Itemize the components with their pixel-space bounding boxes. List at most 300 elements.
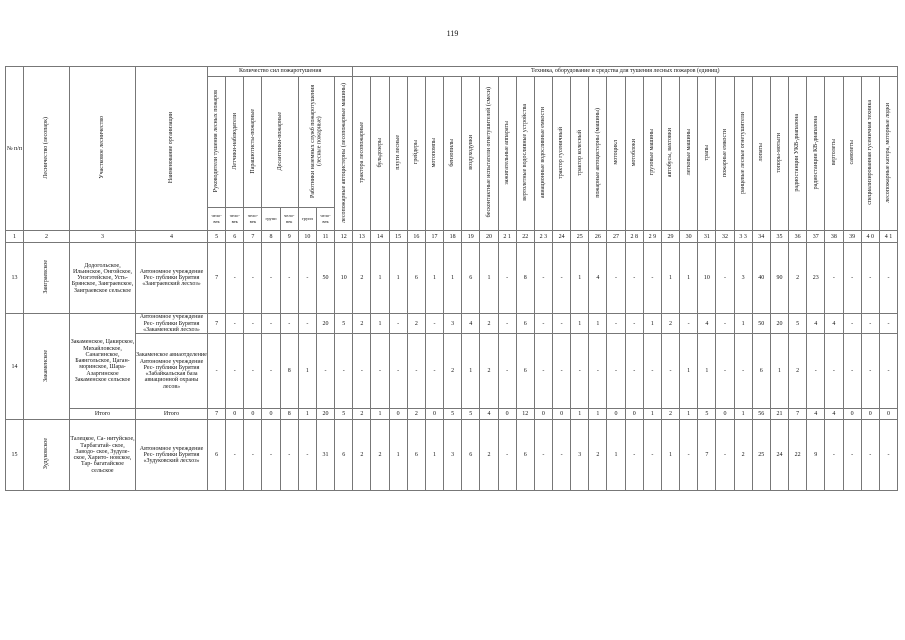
row-number (6, 420, 24, 491)
table-row (6, 243, 898, 314)
header-district-text: Участковое лесничество (99, 116, 106, 179)
value-cell-text: - (542, 275, 545, 282)
value-cell (534, 409, 552, 420)
value-cell (770, 409, 788, 420)
column-number-text: 11 (322, 233, 329, 240)
value-cell (680, 243, 698, 314)
value-cell (589, 334, 607, 409)
value-cell (244, 243, 262, 314)
header-force-col (335, 77, 353, 231)
column-number-text: 16 (413, 233, 420, 240)
value-cell-text: - (560, 275, 563, 282)
value-cell (589, 409, 607, 420)
value-cell (825, 334, 843, 409)
value-cell (226, 243, 244, 314)
value-cell-text: - (633, 275, 636, 282)
value-cell (480, 409, 498, 420)
value-cell-text: 1 (705, 368, 709, 375)
value-cell-text: 1 (378, 320, 382, 327)
header-equipment-col (407, 77, 425, 231)
header-force-col (262, 77, 298, 208)
value-cell (698, 314, 716, 334)
value-cell (643, 420, 661, 491)
value-cell-text: - (851, 275, 854, 282)
header-equipment-col (643, 77, 661, 231)
value-cell-text: 1 (687, 275, 691, 282)
value-cell-text: - (851, 368, 854, 375)
value-cell (571, 334, 589, 409)
value-cell-text: - (742, 368, 745, 375)
value-cell (734, 409, 752, 420)
header-sub (316, 208, 334, 231)
column-number (825, 231, 843, 243)
value-cell (226, 334, 244, 409)
value-cell-text: - (887, 320, 890, 327)
column-number (553, 231, 571, 243)
value-cell (371, 409, 389, 420)
value-cell (498, 314, 516, 334)
value-cell-text: - (832, 452, 835, 459)
value-cell-text: - (542, 368, 545, 375)
header-equipment-col-text: пожарные емкости (721, 128, 728, 177)
org-cell (136, 314, 208, 334)
value-cell (789, 409, 807, 420)
value-cell-text: 2 (487, 452, 491, 459)
column-number (371, 231, 389, 243)
value-cell-text: 1 (596, 411, 600, 418)
header-sub-text: чело- век (247, 213, 259, 225)
value-cell-text: 8 (287, 411, 291, 418)
value-cell-text: 20 (322, 320, 329, 327)
value-cell (861, 243, 879, 314)
header-equipment-col (353, 77, 371, 231)
value-cell-text: 4 (705, 320, 709, 327)
header-equipment-col-text: радиостанции УКВ-диапазона (794, 113, 801, 192)
value-cell (407, 409, 425, 420)
header-sub (244, 208, 262, 231)
value-cell (262, 420, 280, 491)
column-number-text: 13 (358, 233, 365, 240)
value-cell (425, 243, 443, 314)
column-number-text: 36 (794, 233, 801, 240)
column-number (6, 231, 24, 243)
value-cell (226, 420, 244, 491)
value-cell (843, 409, 861, 420)
value-cell-text: 10 (703, 275, 710, 282)
value-cell (789, 334, 807, 409)
value-cell (716, 314, 734, 334)
value-cell-text: 24 (776, 452, 783, 459)
value-cell (244, 334, 262, 409)
value-cell-text: - (397, 368, 400, 375)
value-cell-text: - (251, 368, 254, 375)
value-cell-text: 40 (758, 275, 765, 282)
column-number (516, 231, 534, 243)
value-cell (407, 334, 425, 409)
value-cell (444, 314, 462, 334)
column-number (571, 231, 589, 243)
value-cell (571, 409, 589, 420)
header-equipment-col (498, 77, 516, 231)
value-cell-text: - (669, 368, 672, 375)
column-number-text: 30 (685, 233, 692, 240)
column-number (298, 231, 316, 243)
value-cell-text: - (306, 275, 309, 282)
column-number-text: 7 (251, 233, 255, 240)
value-cell-text: 1 (777, 368, 781, 375)
header-sub (298, 208, 316, 231)
value-cell-text: 50 (758, 320, 765, 327)
value-cell (661, 243, 679, 314)
value-cell-text: 9 (814, 452, 818, 459)
value-cell-text: - (542, 452, 545, 459)
value-cell-text: 0 (560, 411, 564, 418)
value-cell (444, 420, 462, 491)
org-cell (136, 409, 208, 420)
header-equipment-col-text: трактора лесопожарные (358, 121, 365, 184)
value-cell-text: 2 (360, 275, 364, 282)
header-force-col-text: Работники наземных служб пожаротушения (лесные пожарные) (310, 84, 323, 198)
value-cell (244, 314, 262, 334)
value-cell (789, 314, 807, 334)
value-cell-text: 56 (758, 411, 765, 418)
header-org (136, 67, 208, 231)
header-equipment-col-text: пожарные автоцистерны (машины) (594, 107, 601, 198)
header-equipment-col-text: самолеты (848, 140, 855, 165)
header-equipment-group (353, 67, 898, 77)
value-cell (607, 314, 625, 334)
header-sub (226, 208, 244, 231)
header-equipment-col-text: лопаты (758, 143, 765, 162)
value-cell-text: - (651, 275, 654, 282)
column-number-text: 20 (485, 233, 492, 240)
column-number (136, 231, 208, 243)
header-equipment-col-text: бензопилы (449, 138, 456, 167)
header-equipment-group-text: Техника, оборудование и средства для тушения лесных пожаров (единиц) (530, 68, 720, 75)
column-number-text: 17 (431, 233, 438, 240)
value-cell (553, 409, 571, 420)
value-cell-text: - (887, 368, 890, 375)
column-number (316, 231, 334, 243)
column-number-text: 2 (45, 233, 48, 240)
value-cell (843, 420, 861, 491)
value-cell (553, 334, 571, 409)
header-equipment-col (462, 77, 480, 231)
value-cell-text: 2 (796, 368, 800, 375)
value-cell (861, 334, 879, 409)
value-cell (861, 409, 879, 420)
value-cell-text: - (633, 368, 636, 375)
value-cell (879, 420, 897, 491)
value-cell (444, 334, 462, 409)
column-number-text: 31 (703, 233, 710, 240)
column-number-text: 14 (377, 233, 384, 240)
header-equipment-col (770, 77, 788, 231)
value-cell-text: - (723, 452, 726, 459)
column-number-text: 2 3 (539, 233, 548, 240)
row-number-text: 15 (11, 452, 18, 459)
header-force-col (208, 77, 226, 208)
column-number (698, 231, 716, 243)
header-equipment-col-text: трактор гусеничный (558, 126, 565, 179)
value-cell (625, 314, 643, 334)
value-cell (825, 314, 843, 334)
value-cell (752, 314, 770, 334)
header-equipment-col-text: зажигательные аппараты (503, 120, 510, 185)
value-cell (480, 420, 498, 491)
value-cell-text: 1 (396, 275, 400, 282)
value-cell (571, 314, 589, 334)
value-cell-text: - (596, 368, 599, 375)
value-cell-text: 1 (669, 452, 673, 459)
district-cell-text: Итого (94, 411, 111, 418)
header-equipment-col-text: грейдеры (413, 140, 420, 165)
value-cell (462, 409, 480, 420)
header-equipment-col-text: мотоцикл (612, 140, 619, 165)
value-cell-text: - (542, 320, 545, 327)
value-cell-text: - (615, 368, 618, 375)
value-cell-text: 1 (305, 368, 309, 375)
value-cell-text: - (851, 320, 854, 327)
value-cell-text: 4 (596, 275, 600, 282)
value-cell-text: 1 (741, 320, 745, 327)
column-number (716, 231, 734, 243)
district-cell (70, 243, 136, 314)
header-equipment-col-text: бесконтактные испытатели огнетушителей (смеси) (485, 87, 492, 218)
value-cell-text: 7 (215, 320, 219, 327)
value-cell (571, 243, 589, 314)
column-number (879, 231, 897, 243)
value-cell-text: - (615, 275, 618, 282)
column-number (661, 231, 679, 243)
column-number (498, 231, 516, 243)
value-cell-text: 1 (305, 411, 309, 418)
column-number-text: 4 (170, 233, 173, 240)
value-cell (770, 314, 788, 334)
value-cell (825, 420, 843, 491)
value-cell-text: 7 (796, 411, 800, 418)
value-cell (280, 243, 298, 314)
value-cell (389, 334, 407, 409)
value-cell-text: 2 (414, 320, 418, 327)
header-district (70, 67, 136, 231)
header-equipment-col (698, 77, 716, 231)
value-cell (716, 334, 734, 409)
column-number (389, 231, 407, 243)
value-cell (825, 409, 843, 420)
value-cell (643, 409, 661, 420)
value-cell (516, 243, 534, 314)
header-equipment-col-text: лесопожарные катера, моторные лодки (885, 102, 892, 203)
value-cell (389, 420, 407, 491)
header-equipment-col (861, 77, 879, 231)
value-cell (534, 420, 552, 491)
value-cell-text: 10 (340, 275, 347, 282)
org-cell (136, 243, 208, 314)
header-sub-text: чело- век (229, 213, 240, 225)
value-cell-text: 4 (832, 320, 836, 327)
value-cell-text: - (633, 452, 636, 459)
column-number-text: 18 (449, 233, 456, 240)
header-equipment-col (444, 77, 462, 231)
value-cell (553, 243, 571, 314)
value-cell (680, 314, 698, 334)
header-forces-group (208, 67, 353, 77)
value-cell (371, 243, 389, 314)
value-cell (353, 334, 371, 409)
header-sub-text: чело- век (320, 213, 331, 225)
value-cell (335, 243, 353, 314)
value-cell (280, 314, 298, 334)
column-number-text: 4 1 (884, 233, 893, 240)
value-cell-text: 31 (322, 452, 329, 459)
header-equipment-col-text: ранцевые лесные огнетушители (739, 111, 746, 194)
header-row-groups (6, 67, 898, 77)
value-cell-text: 1 (378, 275, 382, 282)
value-cell-text: 6 (469, 275, 473, 282)
column-number (843, 231, 861, 243)
value-cell (244, 420, 262, 491)
value-cell-text: - (270, 275, 273, 282)
header-sub-text: групп (265, 216, 277, 222)
value-cell-text: 2 (741, 452, 745, 459)
value-cell-text: 6 (523, 452, 527, 459)
value-cell (879, 334, 897, 409)
value-cell-text: 1 (487, 275, 491, 282)
column-number (444, 231, 462, 243)
value-cell (480, 314, 498, 334)
value-cell (789, 243, 807, 314)
value-cell-text: 1 (596, 320, 600, 327)
value-cell-text: - (578, 368, 581, 375)
value-cell (661, 409, 679, 420)
value-cell (516, 420, 534, 491)
value-cell (425, 334, 443, 409)
value-cell (716, 420, 734, 491)
value-cell-text: 1 (687, 368, 691, 375)
value-cell (661, 334, 679, 409)
header-equipment-col-text: вертолетные водосливные устройства (522, 104, 529, 201)
value-cell-text: - (506, 275, 509, 282)
value-cell (335, 420, 353, 491)
column-number-text: 9 (287, 233, 291, 240)
value-cell-text: 0 (614, 411, 618, 418)
value-cell-text: - (251, 452, 254, 459)
value-cell-text: 6 (342, 452, 346, 459)
value-cell-text: - (288, 275, 291, 282)
column-number-text: 34 (758, 233, 765, 240)
value-cell (425, 314, 443, 334)
row-number (6, 243, 24, 314)
value-cell-text: 1 (396, 452, 400, 459)
value-cell (462, 334, 480, 409)
column-number (625, 231, 643, 243)
value-cell-text: 6 (759, 368, 763, 375)
value-cell-text: - (832, 368, 835, 375)
value-cell-text: 1 (741, 411, 745, 418)
value-cell (316, 334, 334, 409)
column-number (335, 231, 353, 243)
value-cell (280, 409, 298, 420)
value-cell (262, 334, 280, 409)
header-equipment-col (661, 77, 679, 231)
value-cell (425, 409, 443, 420)
value-cell-text: 8 (287, 368, 291, 375)
value-cell (353, 243, 371, 314)
column-number-text: 10 (304, 233, 311, 240)
value-cell-text: 1 (687, 411, 691, 418)
value-cell (371, 314, 389, 334)
forestry-cell-text: Закаменское (43, 349, 50, 382)
header-forestry (24, 67, 70, 231)
header-equipment-col (716, 77, 734, 231)
header-sub (262, 208, 280, 231)
value-cell (280, 420, 298, 491)
district-cell-text: Закаменское, Цакирское, Михайловское, Санагинское, Баянгольское, Цаган- моринское, Шара- Азаргинское Закаменское сельское (70, 339, 135, 383)
org-cell-text: Закаменское авиаотделение Автономное учреждение Рес- публики Бурятия «Забайкальская база авиационной охраны лесов» (136, 352, 207, 390)
header-sub-text: чело- век (284, 213, 295, 225)
row-number (6, 314, 24, 420)
value-cell (498, 243, 516, 314)
column-number (734, 231, 752, 243)
value-cell-text: 1 (378, 411, 382, 418)
value-cell (407, 420, 425, 491)
org-cell (136, 334, 208, 409)
value-cell (643, 243, 661, 314)
value-cell-text: - (869, 452, 872, 459)
value-cell (244, 409, 262, 420)
org-cell-text: Итого (163, 411, 180, 418)
value-cell-text: - (851, 452, 854, 459)
column-number-text: 37 (812, 233, 819, 240)
value-cell (716, 409, 734, 420)
value-cell (534, 243, 552, 314)
value-cell-text: 0 (723, 411, 727, 418)
value-cell-text: - (270, 452, 273, 459)
value-cell (534, 314, 552, 334)
forestry-cell-text: Заиграевское (43, 260, 50, 294)
value-cell-text: - (306, 452, 309, 459)
column-number-text: 2 9 (648, 233, 657, 240)
value-cell (444, 409, 462, 420)
value-cell-text: 5 (451, 411, 455, 418)
value-cell-text: 1 (432, 452, 436, 459)
value-cell-text: 5 (796, 320, 800, 327)
column-number-text: 6 (233, 233, 237, 240)
value-cell-text: 6 (523, 368, 527, 375)
value-cell-text: - (506, 320, 509, 327)
column-number-text: 29 (667, 233, 674, 240)
value-cell-text: - (288, 320, 291, 327)
column-number-text: 3 (101, 233, 104, 240)
header-equipment-col-text: воздуходувки (467, 135, 474, 170)
value-cell (680, 420, 698, 491)
value-cell (298, 243, 316, 314)
column-number (425, 231, 443, 243)
value-cell-text: - (560, 452, 563, 459)
value-cell (444, 243, 462, 314)
header-equipment-col-text: трапы (703, 144, 710, 161)
value-cell (607, 243, 625, 314)
value-cell-text: 1 (578, 411, 582, 418)
value-cell (589, 243, 607, 314)
value-cell-text: - (506, 452, 509, 459)
column-number (353, 231, 371, 243)
value-cell-text: 2 (360, 411, 364, 418)
value-cell-text: 6 (414, 275, 418, 282)
header-equipment-col-text: радиостанции КВ-диапазона (812, 115, 819, 190)
value-cell (607, 420, 625, 491)
